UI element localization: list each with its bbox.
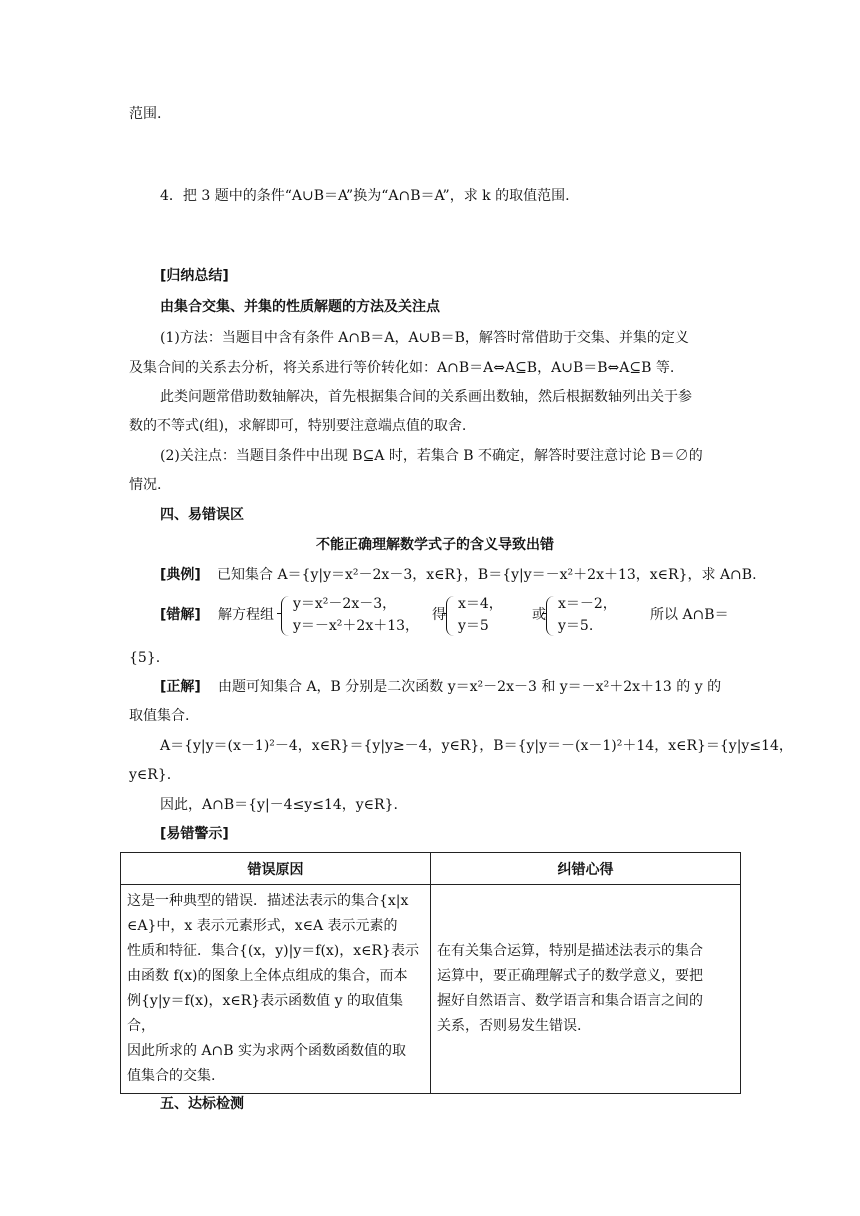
wrong-tag: [错解] — [160, 607, 201, 623]
warning-tag: [易错警示] — [160, 826, 229, 842]
table-cell-lesson: 在有关集合运算，特别是描述法表示的集合 运算中，要正确理解式子的数学意义，要把 握好自然语言、数学语言和集合语言之间的 关系，否则易发生错误. — [431, 885, 741, 1094]
wrong-or: 或 — [532, 607, 546, 623]
wrong-conclusion: 所以 A∩B＝ — [650, 607, 729, 623]
summary-title: 由集合交集、并集的性质解题的方法及关注点 — [160, 299, 440, 315]
summary-header: [归纳总结] — [160, 268, 229, 284]
example-text: 已知集合 A＝{y|y＝x²－2x－3，x∈R}，B＝{y|y＝－x²＋2x＋13，x∈R}，求 A∩B. — [217, 567, 757, 583]
wrong-conclusion-2: {5}. — [129, 650, 161, 666]
question-4: 4．把 3 题中的条件“A∪B＝A”换为“A∩B＝A”，求 k 的取值范围. — [160, 188, 570, 204]
top-text: 范围. — [129, 106, 162, 122]
table-header-lesson: 纠错心得 — [431, 853, 741, 885]
wrong-intro: 解方程组 — [218, 607, 274, 623]
correct-line-4: y∈R}. — [129, 767, 172, 783]
table-header-reason: 错误原因 — [121, 853, 431, 885]
correct-tag: [正解] — [160, 679, 201, 695]
correct-line-3: A＝{y|y＝(x－1)²－4，x∈R}＝{y|y≥－4，y∈R}，B＝{y|y＝－(x－1)²＋14，x∈R}＝{y|y≤14， — [160, 738, 793, 754]
method-line-2: 及集合间的关系去分析，将关系进行等价转化如：A∩B＝A⇔A⊆B，A∪B＝B⇔A⊆B 等. — [129, 360, 675, 376]
brace-icon — [446, 596, 454, 636]
section-4-heading: 四、易错误区 — [160, 507, 244, 523]
method-line-4: 数的不等式(组)，求解即可，特别要注意端点值的取舍. — [129, 418, 467, 434]
focus-line-2: 情况. — [129, 477, 162, 493]
example-tag: [典例] — [160, 567, 201, 583]
equation-1: y＝x²－2x－3， — [293, 596, 397, 612]
method-line-1: (1)方法：当题目中含有条件 A∩B＝A，A∪B＝B，解答时常借助于交集、并集的定义 — [160, 330, 689, 346]
error-table — [120, 852, 741, 1094]
correct-line-2: 取值集合. — [129, 708, 190, 724]
correct-line-1: 由题可知集合 A，B 分别是二次函数 y＝x²－2x－3 和 y＝－x²＋2x＋13 的 y 的 — [218, 679, 722, 695]
table-cell-reason: 这是一种典型的错误．描述法表示的集合{x|x ∈A}中，x 表示元素形式，x∈A 表示元素的 性质和特征．集合{(x，y)|y＝f(x)，x∈R}表示 由函数 f(x)的图象上全体点组成的集合，而本 例{y|y＝f(x)，x∈R}表示函数值 y 的取值集合， 因此所求的 A∩B 实为求两个函数函数值的取 值集合的交集. — [121, 885, 431, 1094]
correct-line-5: 因此，A∩B＝{y|－4≤y≤14，y∈R}. — [160, 797, 398, 813]
section-5-heading: 五、达标检测 — [160, 1096, 244, 1112]
brace-icon — [546, 596, 554, 636]
method-line-3: 此类问题常借助数轴解决，首先根据集合间的关系画出数轴，然后根据数轴列出关于参 — [160, 389, 692, 405]
error-title: 不能正确理解数学式子的含义导致出错 — [316, 537, 554, 553]
brace-icon — [281, 596, 289, 636]
focus-line-1: (2)关注点：当题目条件中出现 B⊆A 时，若集合 B 不确定，解答时要注意讨论 B＝∅的 — [160, 448, 703, 464]
equation-2: y＝－x²＋2x＋13， — [293, 618, 420, 634]
wrong-get: 得 — [432, 607, 446, 623]
